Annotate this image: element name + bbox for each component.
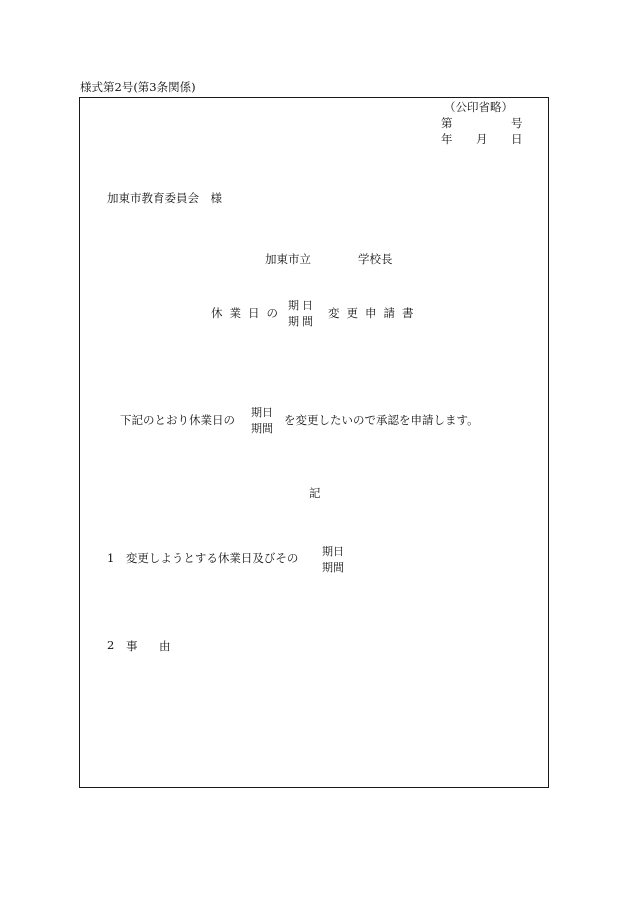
item1-label: 1 変更しようとする休業日及びその (107, 551, 299, 565)
number-label-dai: 第 (441, 116, 453, 130)
body-option-day: 期日 (251, 406, 273, 419)
item2-label-yu: 由 (159, 639, 171, 653)
date-day-label: 日 (511, 132, 523, 146)
title-option-period: 期間 (288, 315, 316, 328)
body-option-period: 期間 (251, 422, 273, 435)
item2-number: 2 (107, 638, 115, 652)
sender-title: 学校長 (358, 252, 393, 266)
title-suffix: 変更申請書 (328, 306, 421, 320)
seal-omitted-note: （公印省略） (444, 100, 513, 114)
sender-city: 加東市立 (265, 252, 311, 266)
date-year-label: 年 (441, 132, 453, 146)
body-prefix: 下記のとおり休業日の (120, 413, 235, 427)
date-month-label: 月 (476, 132, 488, 146)
ki-label: 記 (309, 486, 321, 500)
item2-label-ji: 事 (126, 639, 138, 653)
item1-option-day: 期日 (322, 545, 344, 558)
number-label-go: 号 (511, 116, 523, 130)
addressee: 加東市教育委員会 様 (107, 191, 222, 205)
title-option-day: 期日 (288, 299, 316, 312)
body-suffix: を変更したいので承認を申請します。 (284, 413, 479, 427)
item1-option-period: 期間 (322, 561, 344, 574)
title-prefix: 休業日の (211, 306, 285, 320)
form-number-label: 様式第2号(第3条関係) (80, 80, 196, 94)
